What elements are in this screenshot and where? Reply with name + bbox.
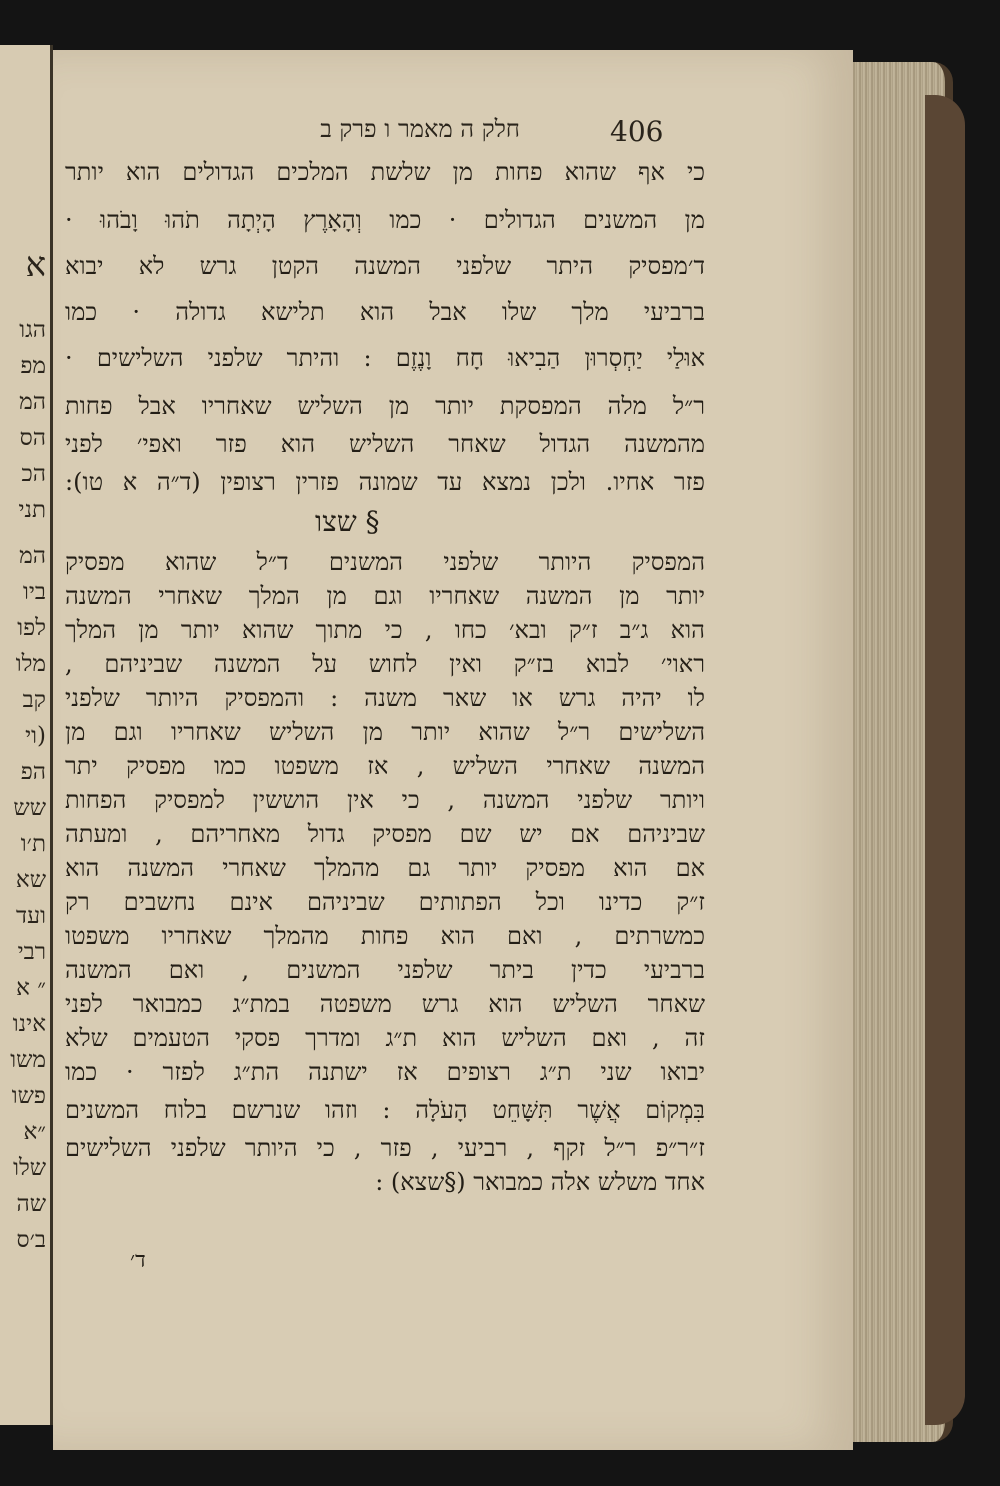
text-line: זה , ואם השליש הוא ת״ג ומדרך פסקי הטעמים שלא [65,1024,705,1052]
left-page-fragment: תני [18,497,46,523]
left-page-fragment: שה [16,1191,46,1217]
text-line: אחד משלש אלה כמבואר (§שצא) : [375,1168,705,1196]
left-page-fragment: הפ [20,759,46,785]
text-line: מן המשנים הגדולים · כמו וְהָאָרֶץ הָיְתָה תֹהוּ וָבֹהוּ · [65,206,705,234]
text-line: שביניהם אם יש שם מפסיק גדול מאחריהם , ומעתה [65,820,705,848]
text-line: כמשרתים , ואם הוא פחות מהמלך שאחריו משפטו [65,922,705,950]
text-line: ברביעי מלך שלו אבל הוא תלישא גדולה · כמו [65,298,705,326]
text-line: כי אף שהוא פחות מן שלשת המלכים הגדולים הוא יותר [65,158,705,186]
text-line: ד׳מפסיק היתר שלפני המשנה הקטן גרש לא יבוא [65,252,705,280]
text-line: ברביעי כדין ביתר שלפני המשנים , ואם המשנה [65,956,705,984]
left-page-fragment: לפו [17,615,46,641]
left-page-fragment: (וי [25,723,46,749]
left-page-fragment: קב [22,687,46,713]
left-page-fragment: ת׳ו [20,831,46,857]
text-line: אם הוא מפסיק יותר גם מהמלך שאחרי המשנה הוא [65,854,705,882]
text-line: יבואו שני ת״ג רצופים אז ישתנה הת״ג לפזר · כמו [65,1058,705,1086]
left-page-fragment: מפ [20,353,46,379]
left-page-fragment: שש [13,795,46,821]
left-page-fragment: ״ א [16,975,46,1001]
left-page-fragment: א [25,245,46,285]
left-page-fragment: רבי [17,939,46,965]
text-line: ז״ר״פ ר״ל זקף , רביעי , פזר , כי היותר שלפני השלישים [65,1134,705,1162]
book-cover-edge [925,95,965,1425]
left-page-fragment: ב׳ס [16,1227,46,1253]
left-page-fragment: משו [10,1047,46,1073]
left-page-fragment: אינו [12,1011,46,1037]
left-page-fragment: פשו [11,1083,46,1109]
left-page-fragment: ״א [23,1119,46,1145]
left-page-fragment: ועד [16,903,46,929]
text-line: לו יהיה גרש או שאר משנה : והמפסיק היותר שלפני [65,684,705,712]
text-line: המפסיק היותר שלפני המשנים ד״ל שהוא מפסיק [65,548,705,576]
text-line: השלישים ר״ל שהוא יותר מן השליש שאחריו וגם מן [65,718,705,746]
text-line: ז״ק כדינו וכל הפתותים שביניהם אינם נחשבים רק [65,888,705,916]
text-line: שאחר השליש הוא גרש משפטה במת״ג כמבואר לפני [65,990,705,1018]
text-line: יותר מן המשנה שאחריו וגם מן המלך שאחרי המשנה [65,582,705,610]
text-line: ראוי׳ לבוא בז״ק ואין לחוש על המשנה שביניהם , [65,650,705,678]
signature-mark: ד׳ [130,1248,146,1273]
left-page-fragment: המ [19,543,46,569]
left-page-edge [0,45,53,1425]
left-page-fragment: שא [15,867,46,893]
text-line: אוּלַי יַחְסְרוּן הַבִיאוּ חָח וָנֶזֶם : והיתר שלפני השלישים · [65,344,705,372]
text-line: המשנה שאחרי השליש , אז משפטו כמו מפסיק יתר [65,752,705,780]
header-title: חלק ה מאמר ו פרק ב [320,115,520,143]
left-page-fragment: המ [19,389,46,415]
left-page-fragment: מלו [15,651,46,677]
left-page-fragment: שלו [13,1155,46,1181]
text-line: ויותר שלפני המשנה , כי אין הוששין למפסיק הפחות [65,786,705,814]
paragraph-two [65,550,705,1194]
paragraph-one [65,160,705,494]
text-line: הוא ג״ב ז״ק ובא׳ כחו , כי מתוך שהוא יותר מן המלך [65,616,705,644]
page-number: 406 [610,115,664,148]
left-page-fragment: ביו [23,579,46,605]
left-page-fragment: הס [19,425,46,451]
section-marker: § שצו [315,505,380,538]
text-line: מהמשנה הגדול שאחר השליש הוא פזר ואפי׳ לפני [65,430,705,458]
text-line: ר״ל מלה המפסקת יותר מן השליש שאחריו אבל פחות [65,392,705,420]
text-line: פזר אחיו. ולכן נמצא עד שמונה פזרין רצופין (ד״ה א טו): [65,468,705,496]
left-page-fragment: הגו [19,317,46,343]
text-line: בִּמְקוֹם אֲשֶׁר תִּשָּׁחֵט הָעֹלָה : וזהו שנרשם בלוח המשנים [65,1096,705,1124]
left-page-fragment: הכ [21,461,46,487]
